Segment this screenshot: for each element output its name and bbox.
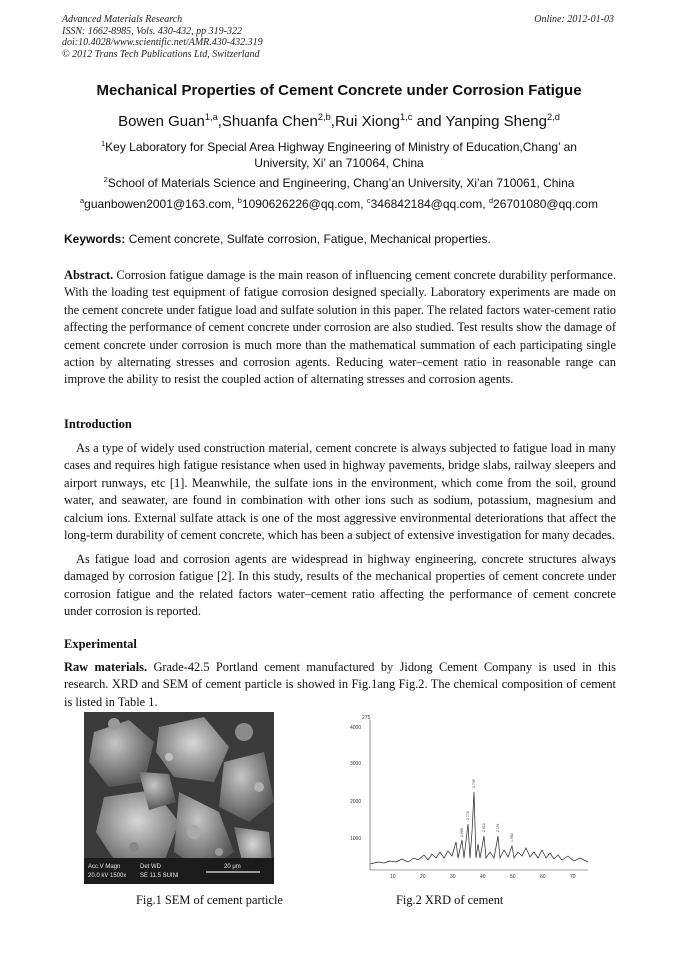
- affiliation-1-line2: University, Xi’ an 710064, China: [254, 156, 424, 170]
- xrd-x-tick: 70: [570, 874, 576, 880]
- affiliation-2-text: School of Materials Science and Engineering, Chang’an University, Xi’an 710061, China: [107, 176, 575, 190]
- journal-name: Advanced Materials Research: [62, 14, 183, 25]
- sem-info-bar: [84, 858, 274, 884]
- affiliation-sup: 2: [103, 175, 108, 184]
- doi-line: doi:10.4028/www.scientific.net/AMR.430-432.319: [62, 37, 263, 48]
- sem-info-col2b: SE 11.5 SUINI: [140, 873, 179, 879]
- intro-paragraph-1: As a type of widely used construction material, cement concrete is always subjected to fatigue load in many cases and requires high fatigue resistance when used in highway pavements, bridge slabs, railway sleepers and airport runways, etc [1]. Meanwhile, the sulfate ions in the environment, which come from the soil, ground water, and seawater, are found in combination with other ions such as sodium, potassium, magnesium and calcium ions. External sulfate attack is one of the most aggressive environmental deteriorations that affect the long-term durability of cement concrete, which has been a subject of extensive investigation for many decades.: [64, 441, 616, 543]
- author-sup: 1,c: [400, 112, 413, 122]
- raw-materials-paragraph: [64, 659, 616, 711]
- xrd-y-tick: 3000: [350, 761, 362, 767]
- author-sup: 2,d: [546, 112, 560, 122]
- abstract-text: Corrosion fatigue damage is the main reason of influencing cement concrete durability performance. With the loading test equipment of fatigue corrosion designed specially. Laboratory experiments are made on the cement concrete under fatigue load and sulfate solution in this paper. The related factors water-cement ratio affecting the performance of cement concrete under corrosion are also studied. Test results show the damage of cement concrete under corrosion is much more than the mathematical summation of each participating single action by alternating stresses and corrosion agents. Reducing water–cement ratio in reasonable range can improve the ability to resist the coupled action of alternating stresses and corrosion agents.: [64, 268, 616, 387]
- xrd-x-tick: 30: [450, 874, 456, 880]
- email-sep: ,: [360, 197, 367, 211]
- author-sep: and: [412, 113, 446, 130]
- xrd-peak-label: 2.749: [472, 779, 476, 788]
- xrd-peak-label: 2.610: [482, 823, 486, 832]
- email-sup: d: [488, 196, 494, 205]
- xrd-peak-label: 2.191: [496, 823, 500, 832]
- email-sup: c: [366, 196, 371, 205]
- copyright-line: © 2012 Trans Tech Publications Ltd, Switzerland: [62, 48, 260, 60]
- xrd-x-tick: 50: [510, 874, 516, 880]
- author-sup: 1,a: [204, 112, 218, 122]
- email-list: [62, 196, 616, 212]
- email-address: 1090626226@qq.com: [241, 197, 361, 211]
- author-name: Shuanfa Chen: [221, 113, 318, 130]
- xrd-y-tick: 2000: [350, 799, 362, 805]
- author-name: Rui Xiong: [334, 113, 400, 130]
- xrd-chart: [348, 712, 596, 884]
- email-sep: ,: [231, 197, 238, 211]
- xrd-top-label: 275: [362, 715, 371, 721]
- affiliation-1-line1: Key Laboratory for Special Area Highway Engineering of Ministry of Education,Chang’ an: [105, 140, 577, 154]
- email-address: guanbowen2001@163.com: [84, 197, 232, 211]
- xrd-x-tick: 40: [480, 874, 486, 880]
- xrd-x-tick: 20: [420, 874, 426, 880]
- sem-scale-label: 20 μm: [224, 864, 241, 870]
- email-sep: ,: [482, 197, 489, 211]
- author-sep: ,: [330, 113, 335, 130]
- section-heading-introduction: Introduction: [64, 417, 132, 431]
- sem-info-col2: Det WD: [140, 864, 161, 870]
- raw-materials-text: Grade-42.5 Portland cement manufactured by Jidong Cement Company is used in this research. XRD and SEM of cement particle is showed in Fig.1ang Fig.2. The chemical composition of cement is listed in Table 1.: [64, 660, 616, 709]
- xrd-peak-label: 1.982: [510, 833, 514, 842]
- online-date: Online: 2012-01-03: [534, 14, 614, 25]
- paper-title: Mechanical Properties of Cement Concrete under Corrosion Fatigue: [96, 82, 582, 99]
- section-heading-experimental: Experimental: [64, 637, 137, 651]
- keywords: [64, 232, 616, 246]
- xrd-x-tick: 60: [540, 874, 546, 880]
- issn-line: ISSN: 1662-8985, Vols. 430-432, pp 319-322: [62, 25, 242, 37]
- xrd-y-tick: 4000: [350, 725, 362, 731]
- affiliation-2: [62, 175, 616, 191]
- abstract-label: Abstract.: [64, 268, 114, 282]
- sem-info-col1b: 20.0 kV 1500x: [88, 873, 127, 879]
- raw-materials-label: Raw materials.: [64, 660, 148, 674]
- author-name: Bowen Guan: [118, 113, 205, 130]
- abstract: [64, 267, 616, 389]
- figure-2-caption: Fig.2 XRD of cement: [396, 893, 504, 907]
- email-sup: a: [80, 196, 85, 205]
- xrd-peak-label: 2.778: [466, 811, 470, 820]
- affiliation-1: [62, 139, 616, 171]
- email-address: 26701080@qq.com: [493, 197, 598, 211]
- email-address: 346842184@qq.com: [370, 197, 483, 211]
- author-list: [0, 113, 678, 130]
- journal-header: [62, 14, 263, 60]
- intro-paragraph-2: As fatigue load and corrosion agents are widespread in highway engineering, concrete structures always damaged by corrosion fatigue [2]. In this study, results of the mechanical properties of cement concrete under corrosion fatigue and the related factors water–cement ratio affecting the performance of cement concrete under corrosion is reported.: [64, 552, 616, 619]
- xrd-background: [348, 712, 596, 884]
- author-sup: 2,b: [317, 112, 331, 122]
- keywords-label: Keywords:: [64, 232, 126, 246]
- sem-image: [84, 712, 274, 884]
- affiliation-sup: 1: [101, 139, 106, 148]
- figure-1-caption: Fig.1 SEM of cement particle: [136, 893, 283, 907]
- xrd-peak-label: 2.968: [460, 828, 464, 837]
- author-sep: ,: [217, 113, 222, 130]
- author-name: Yanping Sheng: [445, 113, 547, 130]
- xrd-y-tick: 1000: [350, 836, 362, 842]
- email-sup: b: [237, 196, 242, 205]
- xrd-x-tick: 10: [390, 874, 396, 880]
- keywords-text: Cement concrete, Sulfate corrosion, Fatigue, Mechanical properties.: [128, 232, 491, 246]
- sem-info-col1: Acc.V Magn: [88, 864, 121, 870]
